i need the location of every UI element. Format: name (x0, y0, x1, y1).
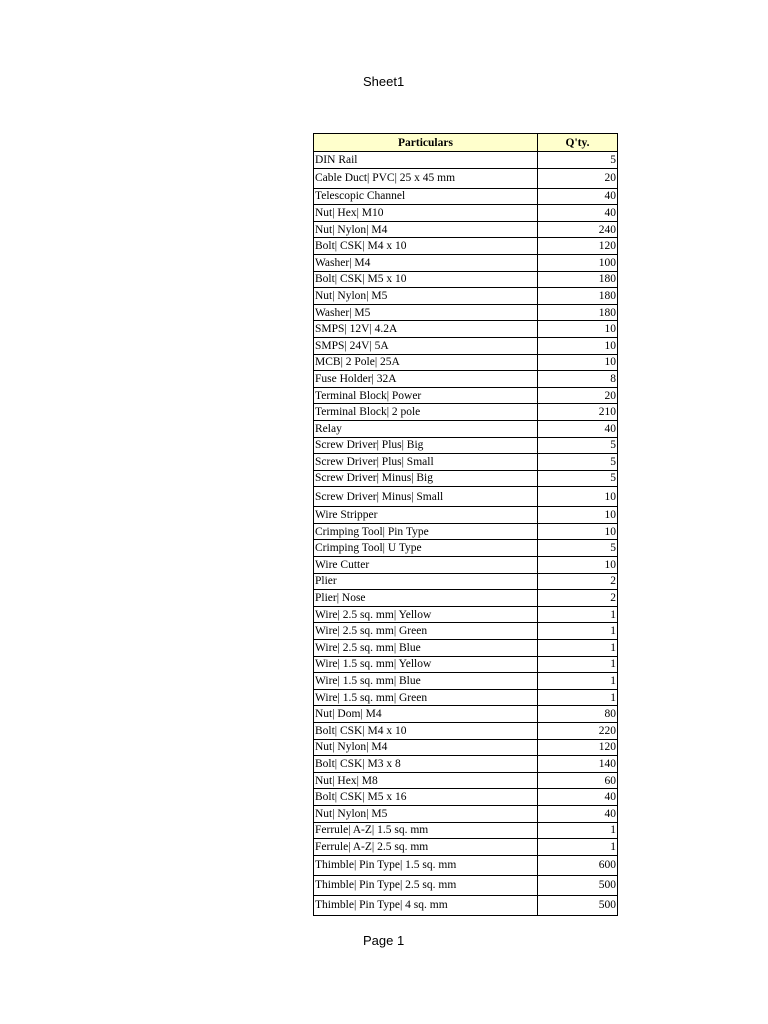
table-row (314, 271, 618, 288)
particulars-cell: Nut| Nylon| M5 (314, 288, 538, 305)
quantity-cell: 1 (538, 640, 618, 657)
particulars-cell: Wire| 1.5 sq. mm| Green (314, 689, 538, 706)
quantity-cell: 1 (538, 673, 618, 690)
particulars-cell: Nut| Nylon| M4 (314, 739, 538, 756)
particulars-cell: Wire| 1.5 sq. mm| Blue (314, 673, 538, 690)
quantity-cell: 40 (538, 205, 618, 222)
particulars-cell: Ferrule| A-Z| 2.5 sq. mm (314, 839, 538, 856)
page-footer: Page 1 (363, 933, 405, 948)
quantity-cell: 1 (538, 689, 618, 706)
quantity-cell: 40 (538, 420, 618, 437)
quantity-cell: 5 (538, 470, 618, 487)
table-row (314, 673, 618, 690)
particulars-cell: Telescopic Channel (314, 188, 538, 205)
quantity-cell: 500 (538, 875, 618, 895)
sheet-title: Sheet1 (363, 74, 405, 89)
quantity-cell: 240 (538, 221, 618, 238)
particulars-cell: Bolt| CSK| M5 x 16 (314, 789, 538, 806)
particulars-cell: Wire Stripper (314, 507, 538, 524)
particulars-cell: Wire Cutter (314, 557, 538, 574)
quantity-cell: 600 (538, 855, 618, 875)
quantity-cell: 20 (538, 168, 618, 188)
quantity-cell: 120 (538, 739, 618, 756)
quantity-cell: 210 (538, 404, 618, 421)
particulars-cell: Washer| M4 (314, 254, 538, 271)
table-row (314, 354, 618, 371)
column-header-particulars: Particulars (314, 134, 538, 152)
table-header-row (314, 134, 618, 152)
quantity-cell: 80 (538, 706, 618, 723)
particulars-cell: Screw Driver| Plus| Small (314, 454, 538, 471)
particulars-cell: Plier (314, 573, 538, 590)
quantity-cell: 5 (538, 540, 618, 557)
table-row (314, 772, 618, 789)
table-row (314, 487, 618, 507)
table-row (314, 623, 618, 640)
table-row (314, 437, 618, 454)
quantity-cell: 2 (538, 573, 618, 590)
quantity-cell: 1 (538, 606, 618, 623)
particulars-cell: Thimble| Pin Type| 4 sq. mm (314, 895, 538, 915)
particulars-cell: Wire| 2.5 sq. mm| Blue (314, 640, 538, 657)
table-row (314, 304, 618, 321)
table-row (314, 839, 618, 856)
particulars-cell: SMPS| 24V| 5A (314, 337, 538, 354)
table-row (314, 470, 618, 487)
quantity-cell: 180 (538, 288, 618, 305)
table-row (314, 573, 618, 590)
quantity-cell: 60 (538, 772, 618, 789)
table-row (314, 168, 618, 188)
table-row (314, 404, 618, 421)
table-row (314, 337, 618, 354)
quantity-cell: 1 (538, 822, 618, 839)
quantity-cell: 500 (538, 895, 618, 915)
particulars-cell: Nut| Nylon| M5 (314, 805, 538, 822)
quantity-cell: 1 (538, 656, 618, 673)
table-row (314, 822, 618, 839)
particulars-cell: Bolt| CSK| M4 x 10 (314, 238, 538, 255)
quantity-cell: 1 (538, 623, 618, 640)
particulars-cell: Bolt| CSK| M4 x 10 (314, 723, 538, 740)
quantity-cell: 5 (538, 437, 618, 454)
quantity-cell: 8 (538, 371, 618, 388)
table-row (314, 689, 618, 706)
quantity-cell: 10 (538, 523, 618, 540)
quantity-cell: 10 (538, 337, 618, 354)
table-row (314, 739, 618, 756)
table-row (314, 805, 618, 822)
quantity-cell: 1 (538, 839, 618, 856)
table-row (314, 606, 618, 623)
table-row (314, 557, 618, 574)
particulars-cell: SMPS| 12V| 4.2A (314, 321, 538, 338)
parts-table (313, 133, 618, 916)
particulars-cell: Thimble| Pin Type| 2.5 sq. mm (314, 875, 538, 895)
table-row (314, 723, 618, 740)
quantity-cell: 140 (538, 756, 618, 773)
table-body (314, 152, 618, 916)
table-row (314, 706, 618, 723)
table-row (314, 188, 618, 205)
particulars-cell: Terminal Block| 2 pole (314, 404, 538, 421)
table-row (314, 507, 618, 524)
particulars-cell: Screw Driver| Plus| Big (314, 437, 538, 454)
table-row (314, 540, 618, 557)
table-row (314, 321, 618, 338)
particulars-cell: Nut| Hex| M10 (314, 205, 538, 222)
particulars-cell: Screw Driver| Minus| Big (314, 470, 538, 487)
table-row (314, 454, 618, 471)
particulars-cell: Bolt| CSK| M3 x 8 (314, 756, 538, 773)
quantity-cell: 5 (538, 454, 618, 471)
particulars-cell: DIN Rail (314, 152, 538, 169)
table-row (314, 205, 618, 222)
particulars-cell: Plier| Nose (314, 590, 538, 607)
table-row (314, 789, 618, 806)
particulars-cell: Wire| 2.5 sq. mm| Yellow (314, 606, 538, 623)
particulars-cell: Relay (314, 420, 538, 437)
particulars-cell: Fuse Holder| 32A (314, 371, 538, 388)
particulars-cell: Wire| 2.5 sq. mm| Green (314, 623, 538, 640)
quantity-cell: 10 (538, 557, 618, 574)
table-row (314, 875, 618, 895)
table-row (314, 387, 618, 404)
quantity-cell: 10 (538, 487, 618, 507)
column-header-quantity: Q'ty. (538, 134, 618, 152)
particulars-cell: Nut| Nylon| M4 (314, 221, 538, 238)
table-row (314, 238, 618, 255)
quantity-cell: 10 (538, 354, 618, 371)
particulars-cell: Nut| Hex| M8 (314, 772, 538, 789)
quantity-cell: 180 (538, 304, 618, 321)
quantity-cell: 40 (538, 789, 618, 806)
table-row (314, 371, 618, 388)
particulars-cell: Thimble| Pin Type| 1.5 sq. mm (314, 855, 538, 875)
table-row (314, 895, 618, 915)
quantity-cell: 220 (538, 723, 618, 740)
table-row (314, 221, 618, 238)
particulars-cell: Cable Duct| PVC| 25 x 45 mm (314, 168, 538, 188)
table-row (314, 590, 618, 607)
particulars-cell: Wire| 1.5 sq. mm| Yellow (314, 656, 538, 673)
quantity-cell: 20 (538, 387, 618, 404)
table-row (314, 420, 618, 437)
quantity-cell: 40 (538, 805, 618, 822)
quantity-cell: 10 (538, 321, 618, 338)
table-row (314, 640, 618, 657)
table-row (314, 254, 618, 271)
particulars-cell: Terminal Block| Power (314, 387, 538, 404)
table-row (314, 756, 618, 773)
particulars-cell: Ferrule| A-Z| 1.5 sq. mm (314, 822, 538, 839)
quantity-cell: 100 (538, 254, 618, 271)
table-row (314, 288, 618, 305)
particulars-cell: Washer| M5 (314, 304, 538, 321)
quantity-cell: 10 (538, 507, 618, 524)
table-row (314, 152, 618, 169)
particulars-cell: Crimping Tool| Pin Type (314, 523, 538, 540)
quantity-cell: 40 (538, 188, 618, 205)
table-row (314, 523, 618, 540)
quantity-cell: 2 (538, 590, 618, 607)
quantity-cell: 5 (538, 152, 618, 169)
particulars-cell: Bolt| CSK| M5 x 10 (314, 271, 538, 288)
particulars-cell: Nut| Dom| M4 (314, 706, 538, 723)
particulars-cell: MCB| 2 Pole| 25A (314, 354, 538, 371)
table-row (314, 656, 618, 673)
quantity-cell: 120 (538, 238, 618, 255)
quantity-cell: 180 (538, 271, 618, 288)
particulars-cell: Screw Driver| Minus| Small (314, 487, 538, 507)
particulars-cell: Crimping Tool| U Type (314, 540, 538, 557)
table-row (314, 855, 618, 875)
